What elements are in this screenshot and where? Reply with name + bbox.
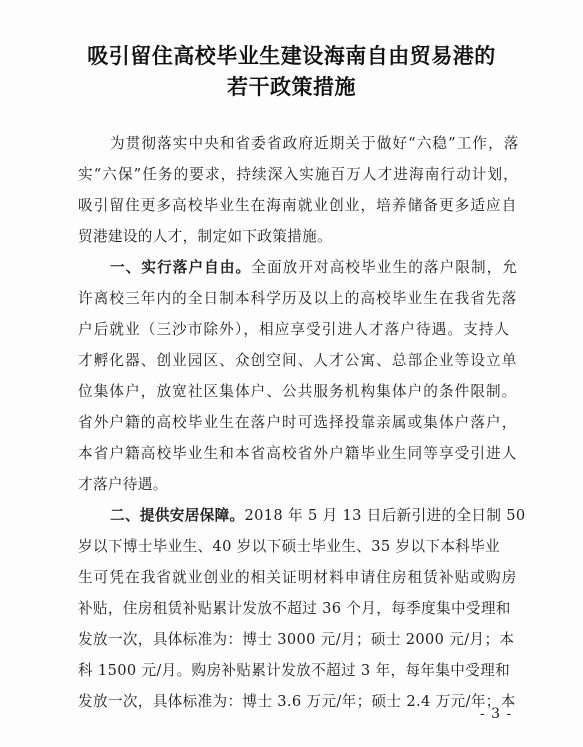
section2-first-line	[110, 504, 526, 525]
section1-first-line-text: 全面放开对高校毕业生的落户限制，允	[251, 259, 519, 276]
section1-line-8: 才落户待遇。	[78, 476, 168, 493]
section1-line-5: 位集体户，放宽社区集体户、公共服务机构集体户的条件限制。	[78, 383, 518, 400]
section2-line-7: 发放一次，具体标准为：博士 3.6 万元/年；硕士 2.4 万元/年；本	[78, 693, 516, 710]
intro-line-3: 吸引留住更多高校毕业生在海南就业创业，培养储备更多适应自	[78, 197, 518, 214]
intro-line-1: 为贯彻落实中央和省委省政府近期关于做好“六稳”工作，落	[110, 135, 520, 152]
intro-line-2: 实“六保”任务的要求，持续深入实施百万人才进海南行动计划，	[78, 166, 519, 183]
section2-line-5: 发放一次，具体标准为：博士 3000 元/月；硕士 2000 元/月；本	[78, 631, 515, 648]
page-number: - 3 -	[480, 706, 513, 722]
section2-heading: 二、提供安居保障。	[110, 507, 245, 524]
intro-line-4: 贸港建设的人才，制定如下政策措施。	[78, 228, 333, 245]
section1-line-4: 才孵化器、创业园区、众创空间、人才公寓、总部企业等设立单	[78, 352, 518, 369]
section2-line-4: 补贴，住房租赁补贴累计发放不超过 36 个月，每季度集中受理和	[78, 600, 511, 617]
section1-first-line	[110, 256, 518, 277]
section2-line-2: 岁以下博士毕业生、40 岁以下硕士毕业生、35 岁以下本科毕业	[78, 538, 501, 555]
document-title-line-2: 若干政策措施	[227, 75, 356, 99]
section1-line-3: 户后就业（三沙市除外），相应享受引进人才落户待遇。支持人	[78, 321, 511, 338]
section2-line-3: 生可凭在我省就业创业的相关证明材料申请住房租赁补贴或购房	[78, 569, 518, 586]
section1-line-6: 省外户籍的高校毕业生在落户时可选择投靠亲属或集体户落户，	[78, 414, 518, 431]
section2-line-6: 科 1500 元/月。购房补贴累计发放不超过 3 年，每年集中受理和	[78, 662, 511, 679]
section1-heading: 一、实行落户自由。	[110, 259, 252, 276]
document-title-line-1: 吸引留住高校毕业生建设海南自由贸易港的	[87, 44, 496, 68]
section1-line-7: 本省户籍高校毕业生和本省高校省外户籍毕业生同等享受引进人	[78, 445, 518, 462]
section1-line-2: 许离校三年内的全日制本科学历及以上的高校毕业生在我省先落	[78, 290, 518, 307]
section2-first-line-text: 2018 年 5 月 13 日后新引进的全日制 50	[244, 507, 526, 524]
